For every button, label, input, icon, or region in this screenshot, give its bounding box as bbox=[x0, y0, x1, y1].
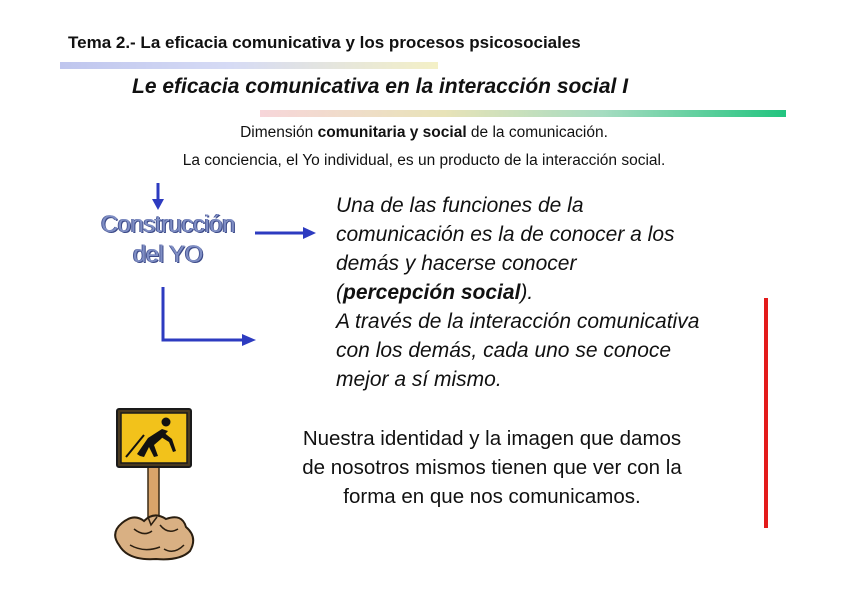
closing-line-2: de nosotros mismos tienen que ver con la bbox=[302, 456, 682, 479]
intro-line-1 bbox=[0, 124, 848, 142]
paragraph-line-3: demás y hacerse conocer bbox=[336, 252, 577, 275]
construction-sign-icon bbox=[104, 405, 204, 565]
header-underline bbox=[60, 62, 438, 69]
closing-line-1: Nuestra identidad y la imagen que damos bbox=[302, 427, 682, 450]
arrow-down-icon bbox=[150, 183, 166, 211]
percepcion-social-term: percepción social bbox=[343, 281, 521, 304]
paragraph-line-6: con los demás, cada uno se conoce bbox=[336, 339, 672, 362]
subtitle-underline bbox=[260, 110, 786, 117]
construccion-del-yo-label bbox=[88, 210, 248, 270]
header-title: Tema 2.- La eficacia comunicativa y los procesos psicosociales bbox=[68, 33, 581, 52]
construccion-line-1: Construcción bbox=[100, 211, 236, 238]
functions-paragraph bbox=[336, 191, 699, 394]
closing-paragraph bbox=[252, 424, 732, 511]
closing-line-3: forma en que nos comunicamos. bbox=[343, 485, 641, 508]
paragraph-line-1: Una de las funciones de la bbox=[336, 194, 584, 217]
paragraph-line-4 bbox=[336, 278, 699, 307]
construccion-line-2: del YO bbox=[133, 241, 203, 268]
paragraph-line-5: A través de la interacción comunicativa bbox=[336, 310, 700, 333]
paragraph-line-7: mejor a sí mismo. bbox=[336, 368, 502, 391]
slide-subtitle: Le eficacia comunicativa en la interacción social I bbox=[132, 75, 629, 98]
intro-line-2: La conciencia, el Yo individual, es un producto de la interacción social. bbox=[182, 152, 666, 169]
intro-line-1-prefix: Dimensión bbox=[240, 124, 318, 141]
red-vertical-bar bbox=[764, 298, 768, 528]
arrow-right-icon bbox=[255, 226, 317, 240]
intro-line-1-suffix: de la comunicación. bbox=[466, 124, 608, 141]
elbow-arrow-icon bbox=[160, 287, 258, 349]
intro-line-1-bold: comunitaria y social bbox=[317, 124, 467, 141]
paragraph-line-4-open: ( bbox=[336, 281, 343, 304]
paragraph-line-2: comunicación es la de conocer a los bbox=[336, 223, 675, 246]
paragraph-line-4-close: ). bbox=[520, 281, 534, 304]
